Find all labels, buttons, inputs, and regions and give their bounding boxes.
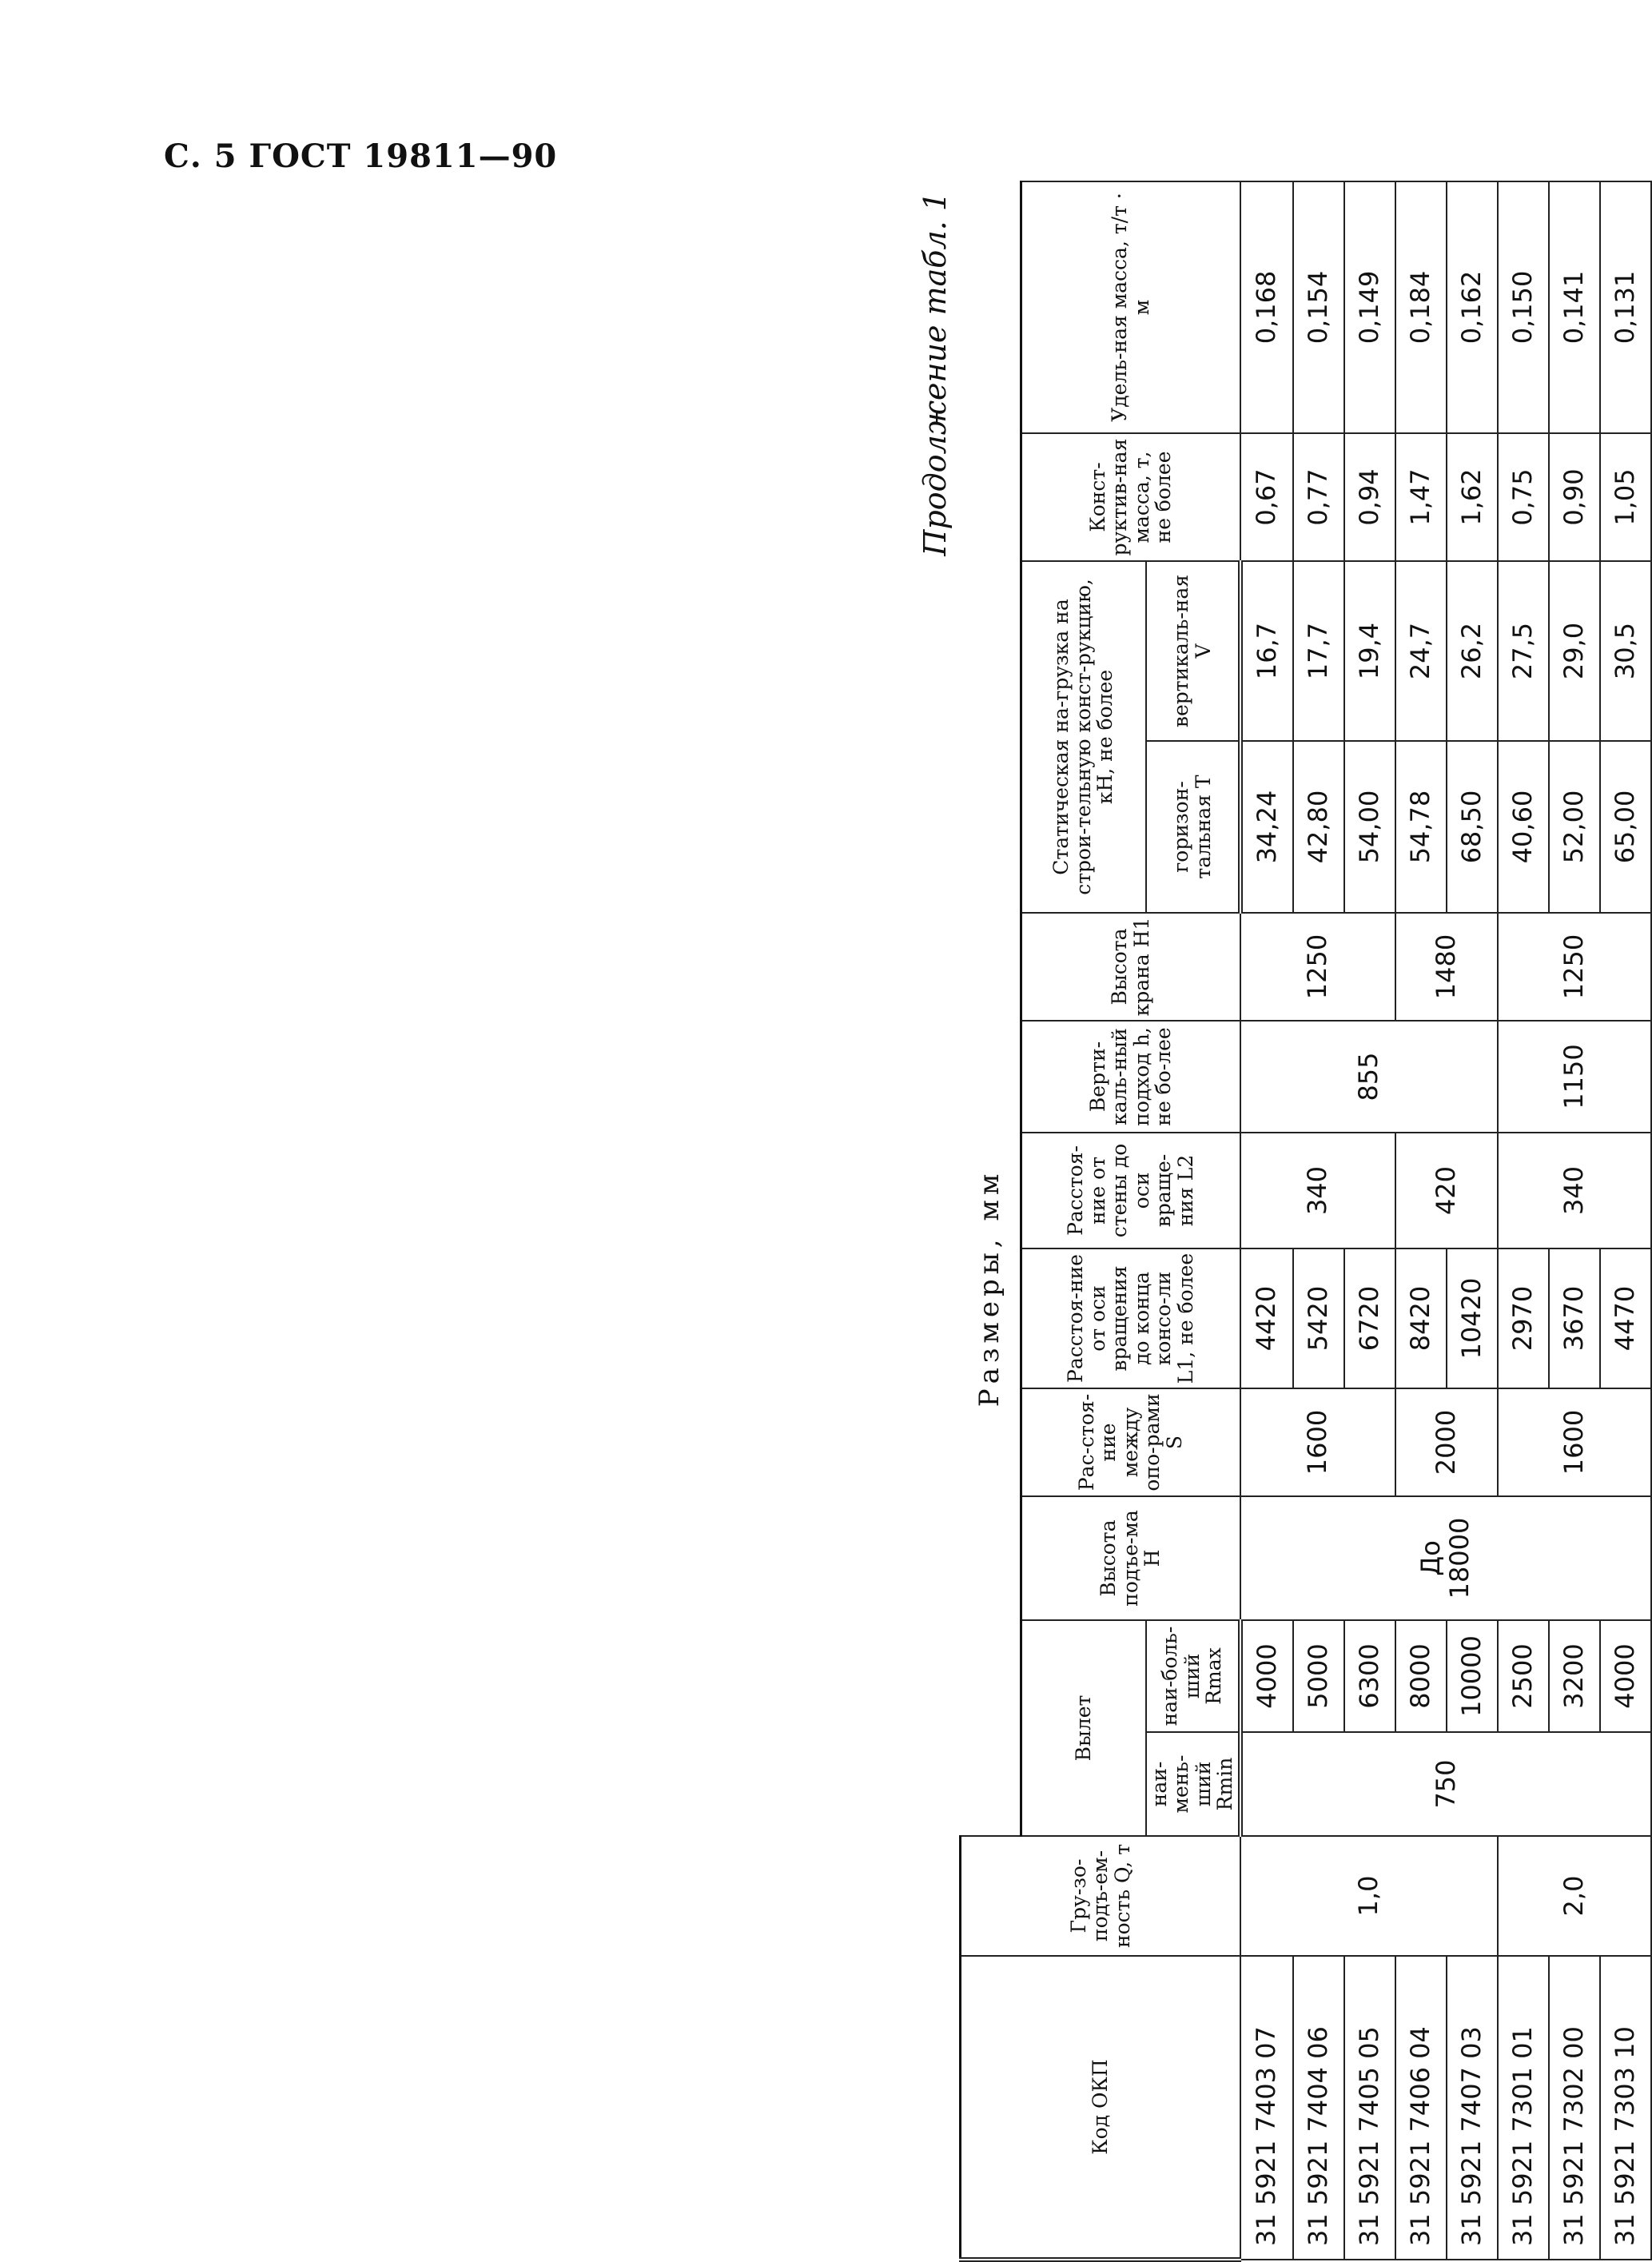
cell-specific: 0,131 <box>1600 181 1651 433</box>
table-row <box>1498 181 1549 2260</box>
cell-mass: 0,94 <box>1344 433 1395 561</box>
cell-code: 31 5921 7301 01 <box>1498 1956 1549 2260</box>
cell-h: 855 <box>1240 1021 1498 1133</box>
cell-rmax: 5000 <box>1293 1620 1344 1732</box>
cell-l2: 340 <box>1240 1133 1395 1248</box>
cell-code: 31 5921 7302 00 <box>1549 1956 1600 2260</box>
cell-l2: 340 <box>1498 1133 1651 1248</box>
cell-l1: 8420 <box>1395 1248 1447 1388</box>
cell-mass: 0,67 <box>1240 433 1293 561</box>
cell-specific: 0,184 <box>1395 181 1447 433</box>
cell-h1: 1250 <box>1498 913 1651 1021</box>
cell-s: 1600 <box>1240 1388 1395 1496</box>
cell-h1: 1250 <box>1240 913 1395 1021</box>
col-capacity-header: Гру-зо-подъ-ем-ность Q, т <box>961 1836 1240 1956</box>
cell-t: 52,00 <box>1549 741 1600 913</box>
specs-table <box>959 181 1652 2262</box>
cell-specific: 0,141 <box>1549 181 1600 433</box>
cell-code: 31 5921 7407 03 <box>1447 1956 1498 2260</box>
col-h-header: Верти-каль-ный подход h, не бо-лее <box>1021 1021 1240 1133</box>
cell-l1: 2970 <box>1498 1248 1549 1388</box>
cell-t: 54,00 <box>1344 741 1395 913</box>
cell-l1: 3670 <box>1549 1248 1600 1388</box>
cell-mass: 0,75 <box>1498 433 1549 561</box>
cell-mass: 0,77 <box>1293 433 1344 561</box>
rotated-table-block <box>911 184 1652 2262</box>
cell-specific: 0,162 <box>1447 181 1498 433</box>
col-v-header: вертикаль-ная V <box>1146 561 1240 741</box>
cell-v: 27,5 <box>1498 561 1549 741</box>
table-row <box>1240 181 1293 2260</box>
cell-l1: 5420 <box>1293 1248 1344 1388</box>
cell-rmax: 4000 <box>1600 1620 1651 1732</box>
cell-mass: 1,62 <box>1447 433 1498 561</box>
cell-t: 65,00 <box>1600 741 1651 913</box>
cell-specific: 0,149 <box>1344 181 1395 433</box>
cell-t: 40,60 <box>1498 741 1549 913</box>
cell-v: 26,2 <box>1447 561 1498 741</box>
cell-s: 1600 <box>1498 1388 1651 1496</box>
cell-s: 2000 <box>1395 1388 1498 1496</box>
cell-capacity: 2,0 <box>1498 1836 1651 1956</box>
cell-l1: 4470 <box>1600 1248 1651 1388</box>
cell-l1: 4420 <box>1240 1248 1293 1388</box>
cell-specific: 0,168 <box>1240 181 1293 433</box>
cell-v: 19,4 <box>1344 561 1395 741</box>
cell-v: 24,7 <box>1395 561 1447 741</box>
col-reach-header: Вылет <box>1021 1620 1146 1836</box>
col-rmax-header: наи-боль-ший Rmax <box>1146 1620 1240 1732</box>
cell-v: 16,7 <box>1240 561 1293 741</box>
col-code-header: Код ОКП <box>961 1956 1240 2260</box>
cell-rmax: 3200 <box>1549 1620 1600 1732</box>
cell-code: 31 5921 7303 10 <box>1600 1956 1651 2260</box>
cell-code: 31 5921 7404 06 <box>1293 1956 1344 2260</box>
col-s-header: Рас-стоя-ние между опо-рами S <box>1021 1388 1240 1496</box>
cell-specific: 0,150 <box>1498 181 1549 433</box>
cell-t: 42,80 <box>1293 741 1344 913</box>
cell-code: 31 5921 7406 04 <box>1395 1956 1447 2260</box>
cell-rmax: 4000 <box>1240 1620 1293 1732</box>
cell-l1: 6720 <box>1344 1248 1395 1388</box>
page-title: С. 5 ГОСТ 19811—90 <box>164 137 558 175</box>
col-l2-header: Расстоя-ние от стены до оси враще-ния L2 <box>1021 1133 1240 1248</box>
cell-lift-height: До 18000 <box>1240 1496 1651 1620</box>
cell-capacity: 1,0 <box>1240 1836 1498 1956</box>
cell-t: 54,78 <box>1395 741 1447 913</box>
cell-mass: 1,47 <box>1395 433 1447 561</box>
table-caption: Продолжение табл. 1 <box>918 192 953 556</box>
col-h1-header: Высота крана H1 <box>1021 913 1240 1021</box>
col-mass-header: Конст-руктив-ная масса, т, не более <box>1021 433 1240 561</box>
cell-mass: 0,90 <box>1549 433 1600 561</box>
col-lift-height-header: Высота подъе-ма H <box>1021 1496 1240 1620</box>
col-t-header: горизон-тальная T <box>1146 741 1240 913</box>
cell-t: 68,50 <box>1447 741 1498 913</box>
cell-mass: 1,05 <box>1600 433 1651 561</box>
cell-rmax: 8000 <box>1395 1620 1447 1732</box>
cell-h: 1150 <box>1498 1021 1651 1133</box>
cell-v: 29,0 <box>1549 561 1600 741</box>
col-specific-header: Удель-ная масса, т/т · м <box>1021 181 1240 433</box>
cell-t: 34,24 <box>1240 741 1293 913</box>
sizes-group-header: Размеры, мм <box>961 741 1021 1836</box>
cell-l2: 420 <box>1395 1133 1498 1248</box>
cell-rmax: 6300 <box>1344 1620 1395 1732</box>
cell-rmax: 2500 <box>1498 1620 1549 1732</box>
cell-code: 31 5921 7403 07 <box>1240 1956 1293 2260</box>
cell-h1: 1480 <box>1395 913 1498 1021</box>
cell-rmin: 750 <box>1240 1732 1651 1836</box>
col-static-header-visible: Статическая на-грузка на строи-тельную конст-рукцию, кН, не более <box>1021 561 1146 913</box>
cell-v: 30,5 <box>1600 561 1651 741</box>
cell-v: 17,7 <box>1293 561 1344 741</box>
cell-rmax: 10000 <box>1447 1620 1498 1732</box>
cell-l1: 10420 <box>1447 1248 1498 1388</box>
col-l1-header: Расстоя-ние от оси вращения до конца консо-ли L1, не более <box>1021 1248 1240 1388</box>
col-rmin-header: наи-мень-ший Rmin <box>1146 1732 1240 1836</box>
cell-specific: 0,154 <box>1293 181 1344 433</box>
cell-code: 31 5921 7405 05 <box>1344 1956 1395 2260</box>
